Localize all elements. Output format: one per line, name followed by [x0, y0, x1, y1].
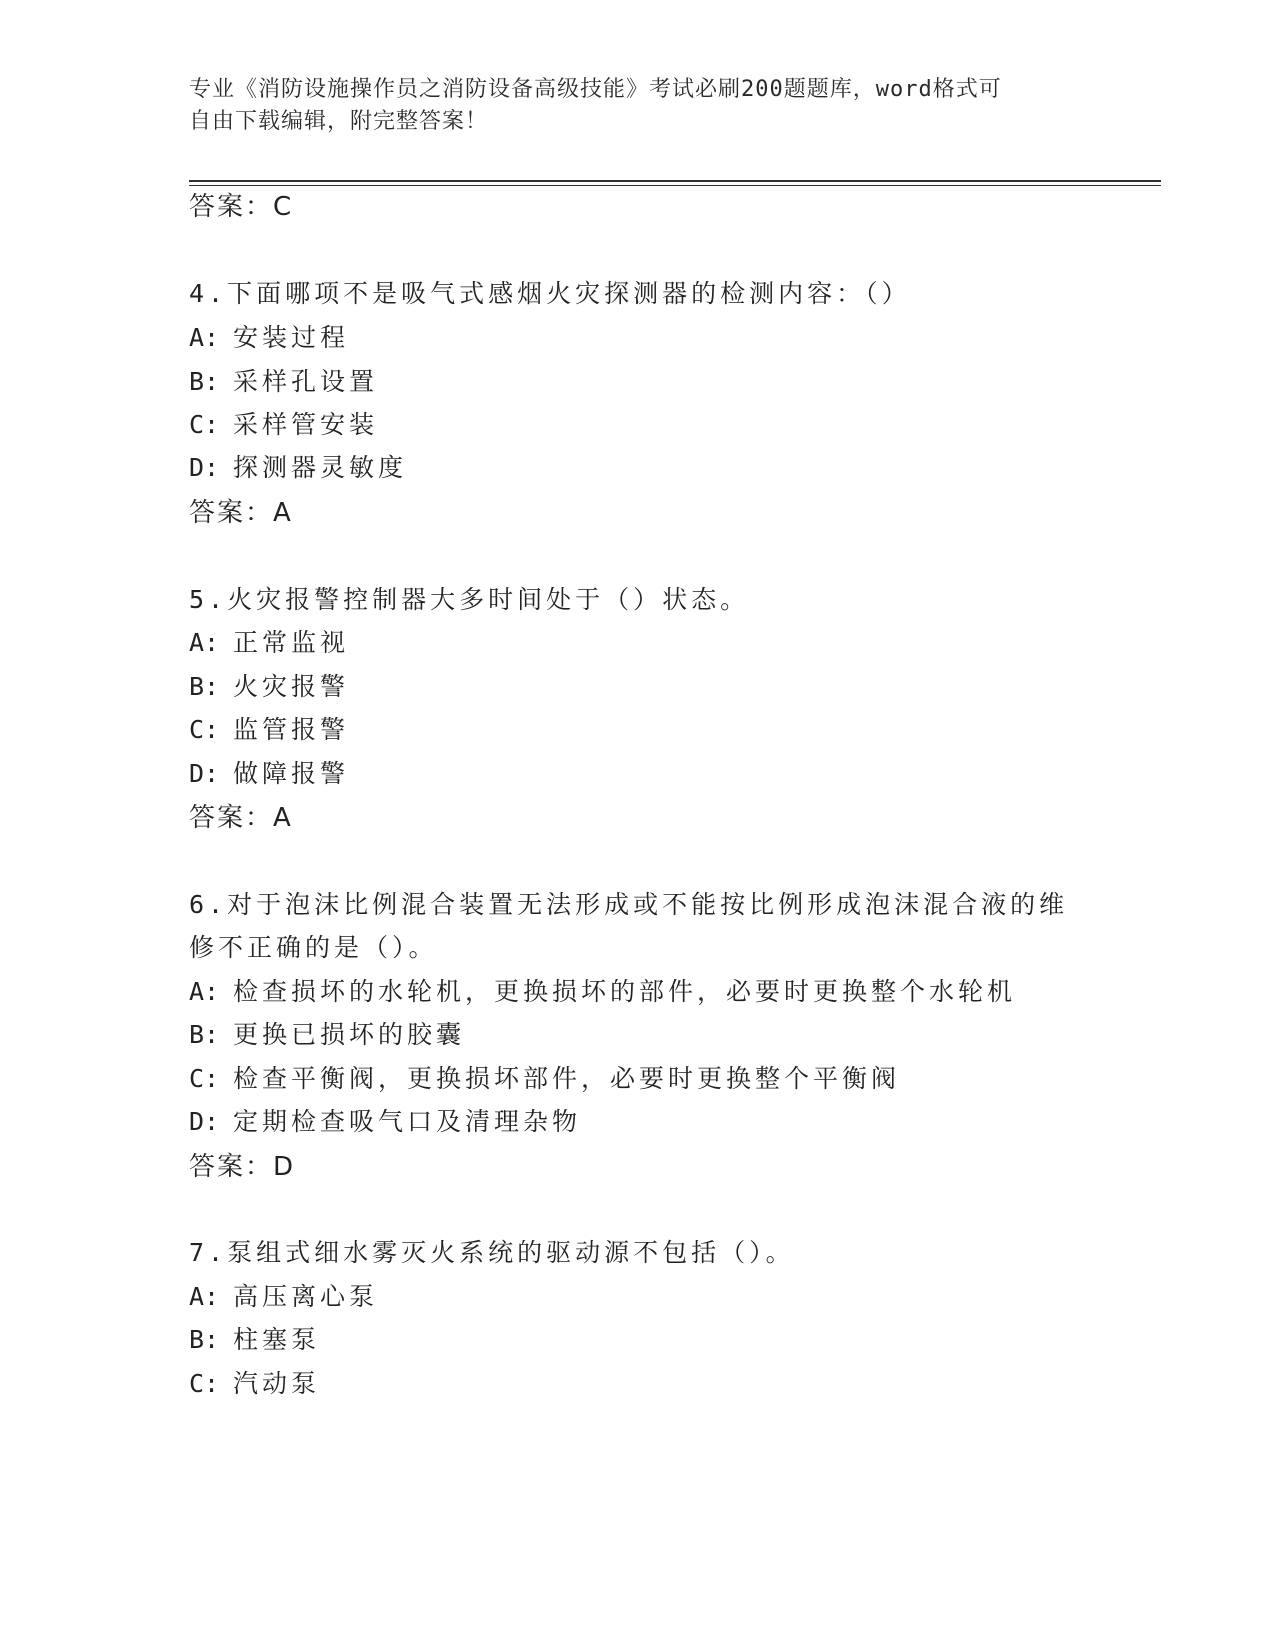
question-5-text: 5.火灾报警控制器大多时间处于（）状态。	[189, 585, 750, 614]
question-5-option-a	[189, 623, 349, 659]
option-text: 采样管安装	[233, 410, 379, 439]
document-header	[189, 74, 1069, 138]
question-7-text: 7.泵组式细水雾灭火系统的驱动源不包括（）。	[189, 1238, 795, 1267]
question-4-text: 4.下面哪项不是吸气式感烟火灾探测器的检测内容：（）	[189, 279, 911, 308]
option-letter: C:	[189, 410, 220, 439]
option-text: 高压离心泵	[233, 1282, 379, 1311]
question-6-option-d	[189, 1102, 581, 1138]
question-4-option-b	[189, 362, 378, 398]
option-text: 火灾报警	[233, 672, 350, 701]
option-letter: B:	[189, 672, 220, 701]
option-letter: B:	[189, 1325, 220, 1354]
option-letter: C:	[189, 1369, 220, 1398]
option-text: 更换已损坏的胶囊	[233, 1020, 466, 1049]
question-6-option-b	[189, 1015, 465, 1051]
question-5-option-d	[189, 754, 349, 790]
question-6-answer: 答案：D	[189, 1152, 296, 1182]
option-text: 安装过程	[233, 323, 350, 352]
option-text: 探测器灵敏度	[233, 453, 408, 482]
option-letter: A:	[189, 977, 220, 1006]
option-letter: A:	[189, 323, 220, 352]
option-text: 柱塞泵	[233, 1325, 321, 1354]
question-7-option-c	[189, 1364, 320, 1400]
question-6-option-a	[189, 972, 1016, 1008]
option-text: 正常监视	[233, 628, 350, 657]
answer-prev: 答案：C	[189, 192, 294, 222]
question-4-option-d	[189, 448, 407, 484]
option-text: 监管报警	[233, 715, 350, 744]
header-line-2: 自由下载编辑，附完整答案！	[189, 109, 489, 134]
header-divider-thick	[189, 180, 1161, 182]
header-divider-thin	[189, 185, 1161, 186]
option-letter: D:	[189, 1107, 220, 1136]
question-6-text-line-2: 修不正确的是（）。	[189, 933, 438, 962]
option-text: 定期检查吸气口及清理杂物	[233, 1107, 582, 1136]
option-text: 采样孔设置	[233, 367, 379, 396]
question-4-answer: 答案：A	[189, 498, 293, 528]
question-5-answer: 答案：A	[189, 803, 293, 833]
question-6-option-c	[189, 1059, 900, 1095]
option-letter: B:	[189, 1020, 220, 1049]
option-letter: B:	[189, 367, 220, 396]
question-4-option-a	[189, 318, 349, 354]
header-line-1: 专业《消防设施操作员之消防设备高级技能》考试必刷200题题库，word格式可	[189, 77, 1002, 102]
option-text: 做障报警	[233, 759, 350, 788]
option-letter: D:	[189, 759, 220, 788]
question-4-option-c	[189, 405, 378, 441]
option-letter: C:	[189, 1064, 220, 1093]
question-7-option-b	[189, 1320, 320, 1356]
option-letter: A:	[189, 1282, 220, 1311]
option-letter: D:	[189, 453, 220, 482]
option-text: 检查损坏的水轮机，更换损坏的部件，必要时更换整个水轮机	[233, 977, 1017, 1006]
question-6-text-line-1: 6.对于泡沫比例混合装置无法形成或不能按比例形成泡沫混合液的维	[189, 890, 1069, 919]
option-letter: C:	[189, 715, 220, 744]
option-text: 汽动泵	[233, 1369, 321, 1398]
option-letter: A:	[189, 628, 220, 657]
question-5-option-c	[189, 710, 349, 746]
question-7-option-a	[189, 1277, 378, 1313]
option-text: 检查平衡阀，更换损坏部件，必要时更换整个平衡阀	[233, 1064, 901, 1093]
question-5-option-b	[189, 667, 349, 703]
